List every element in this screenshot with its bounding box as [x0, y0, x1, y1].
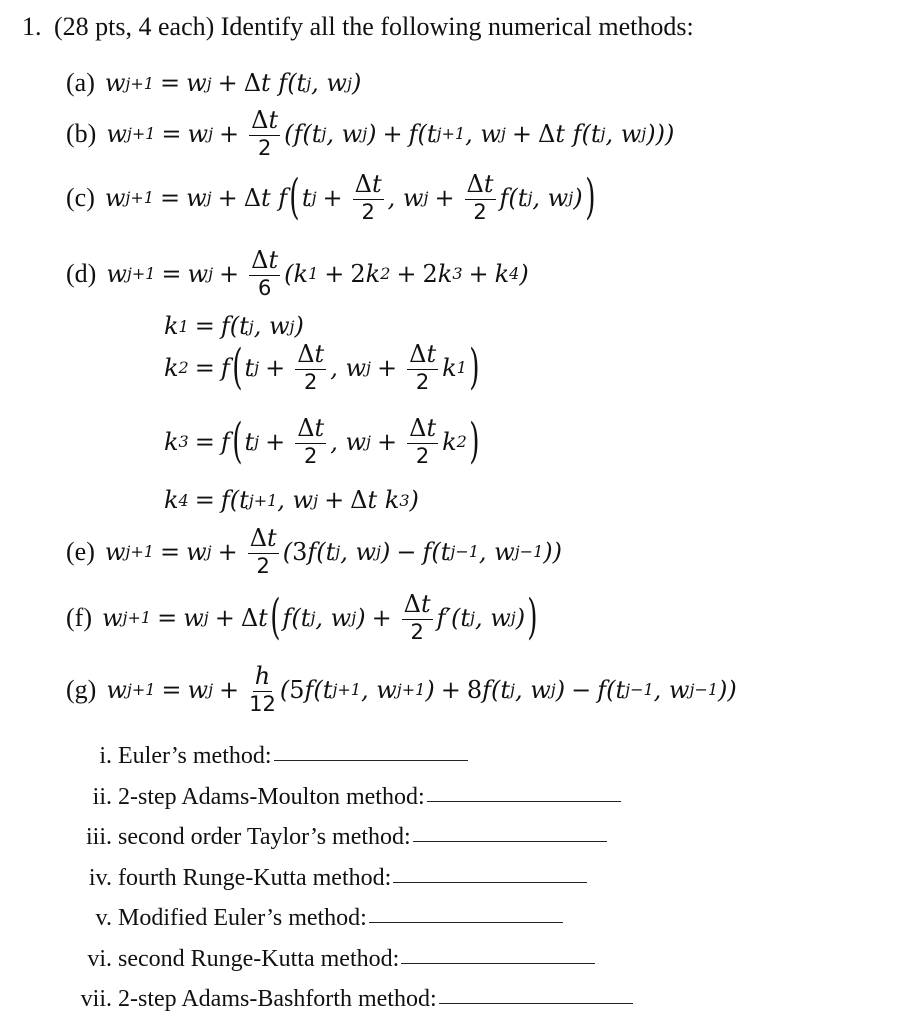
answer-label: second Runge-Kutta method: — [118, 946, 400, 972]
formula-d-k2: k 2 = f ( t j + $\frac{\Delta t}{2}$ , w j + $\frac{\Delta t}{2}$ k 1 ) — [164, 339, 480, 396]
formula-d-k4: k 4 = f(t j+1 , w j + Δ t k 3 ) — [164, 486, 419, 514]
formula-e-label: (e) — [66, 536, 95, 566]
formula-c-label: (c) — [66, 182, 95, 212]
answer-blank[interactable] — [427, 801, 621, 802]
answer-item-5 — [68, 905, 563, 932]
answer-item-1 — [68, 743, 468, 770]
formula-f-label: (f) — [66, 602, 92, 632]
answer-blank[interactable] — [413, 841, 607, 842]
question-prompt: (28 pts, 4 each) Identify all the following numerical methods: — [54, 12, 694, 41]
formula-e-expression: w j+1 = w j + $\frac{\Delta t}{2}$ ( 3 f(t j , w j ) − f(t j−1 , w j−1 )) — [104, 524, 562, 579]
formula-d-k3: k 3 = f ( t j + $\frac{\Delta t}{2}$ , w j + $\frac{\Delta t}{2}$ k 2 ) — [164, 413, 480, 470]
answer-label: Euler’s method: — [118, 743, 272, 769]
answer-label: second order Taylor’s method: — [118, 824, 411, 850]
formula-b — [66, 108, 674, 159]
formula-c-expression: w j+1 = w j + Δ t f ( t j + $\frac{\Delta t}{2}$ , w j + $\frac{\Delta t}{2}$ f(t j , w j ) ) — [104, 169, 596, 226]
answer-label: 2-step Adams-Moulton method: — [118, 784, 425, 810]
answer-numeral: i. — [99, 743, 112, 769]
answer-blank[interactable] — [369, 922, 563, 923]
answer-numeral: vii. — [80, 986, 112, 1012]
formula-g — [66, 664, 737, 715]
answer-blank[interactable] — [401, 963, 595, 964]
formula-a-expression: w j+1 = w j + Δ t f(t j , w j ) — [104, 69, 362, 97]
answer-blank[interactable] — [274, 760, 468, 761]
answer-numeral: v. — [95, 905, 112, 931]
question-heading — [22, 12, 694, 42]
answer-blank[interactable] — [439, 1003, 633, 1004]
formula-g-expression: w j+1 = w j + $\frac{h}{12}$ ( 5 f(t j+1 , w j+1 ) + 8 f(t j , w j ) − f(t j−1 , w j−1 )) — [106, 662, 737, 717]
formula-b-label: (b) — [66, 118, 97, 148]
answer-item-2 — [68, 784, 621, 811]
answer-label: fourth Runge-Kutta method: — [118, 865, 392, 891]
formula-f — [66, 589, 540, 646]
formula-a-label: (a) — [66, 68, 95, 97]
formula-d — [66, 248, 529, 299]
formula-d-k1: k 1 = f(t j , w j ) — [164, 312, 304, 340]
formula-f-expression: w j+1 = w j + Δ t ( f(t j , w j ) + $\frac{\Delta t}{2}$ f′(t j , w j ) ) — [101, 589, 538, 646]
formula-a — [66, 68, 361, 98]
formula-c — [66, 169, 597, 226]
formula-d-expression: w j+1 = w j + $\frac{\Delta t}{6}$ (k 1 + 2 k 2 + 2 k 3 + k 4 ) — [106, 246, 529, 301]
answer-numeral: ii. — [92, 784, 112, 810]
formula-g-label: (g) — [66, 674, 97, 704]
formula-b-expression: w j+1 = w j + $\frac{\Delta t}{2}$ (f(t j , w j ) + f(t j+1 , w j + Δ t f(t j , w j ))) — [106, 106, 675, 161]
formula-e — [66, 526, 562, 577]
answer-numeral: vi. — [87, 946, 112, 972]
answer-item-3 — [68, 824, 607, 851]
question-number: 1. — [22, 12, 42, 41]
answer-label: 2-step Adams-Bashforth method: — [118, 986, 437, 1012]
answer-numeral: iv. — [88, 865, 112, 891]
answer-item-6 — [68, 946, 595, 973]
answer-item-4 — [68, 865, 587, 892]
answer-label: Modified Euler’s method: — [118, 905, 367, 931]
formula-d-label: (d) — [66, 258, 97, 288]
answer-numeral: iii. — [85, 824, 112, 850]
answer-item-7 — [68, 986, 633, 1013]
answer-blank[interactable] — [393, 882, 587, 883]
